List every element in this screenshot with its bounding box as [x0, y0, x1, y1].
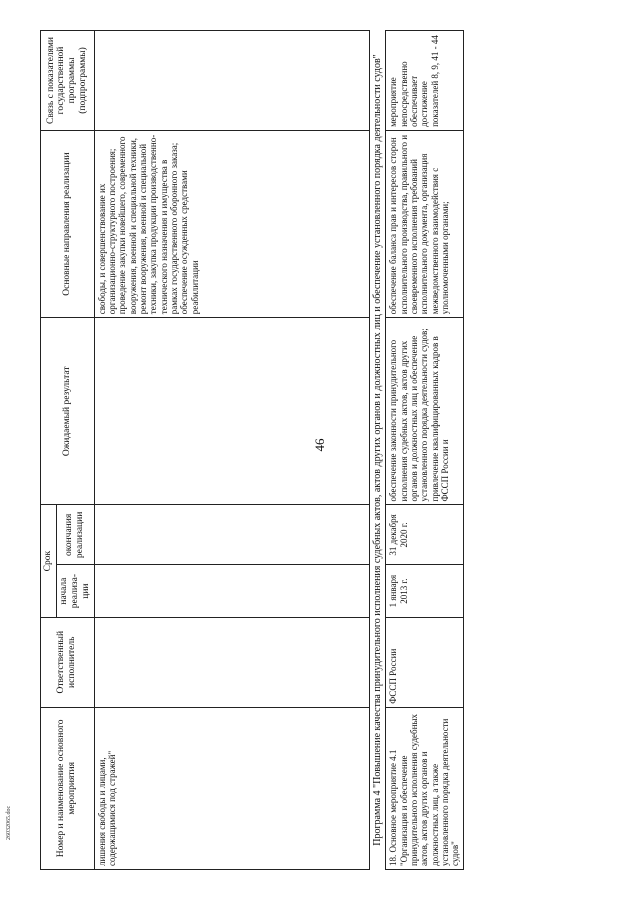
program-table: [40, 30, 464, 870]
table-row-18: [386, 31, 463, 870]
row-18-result: обеспечение законности принудительного исполнения судебных актов, актов других органов и должностных лиц и обеспечение установленного порядка деятельности судов; привлечение квалифицированных кадров в ФССП России и: [386, 318, 463, 505]
header-end: окончания реализации: [56, 505, 94, 565]
row-18-name: [386, 707, 463, 869]
row-18-title: Основное мероприятие 4.1 "Организация и обеспечение принудительного исполнения судебных актов, актов других органов и должностных лиц, а также установленного порядка деятельности судов": [388, 714, 461, 866]
header-term: Срок: [41, 505, 57, 617]
program-title-row: [369, 31, 386, 870]
header-directions: Основные направления реализации: [41, 130, 95, 317]
rotated-table-sheet: [40, 30, 600, 870]
continuation-directions: свободы, и совершенствование их организационно-структурного построения; проведение закупки новейшего, современного вооружения, военной и специальной техники, ремонт вооружения, военной и специальной техники, закупка продукции производственно-технического назначения и имущества в рамках государственного оборонного заказа; обеспечение осужденных средствами реабилитации: [94, 130, 369, 317]
row-18-start: 1 января 2013 г.: [386, 565, 463, 617]
row-18-executor: ФССП России: [386, 617, 463, 707]
program-title: Программа 4 "Повышение качества принудительного исполнения судебных актов, актов других органов и должностных лиц и обеспечение установленного порядка деятельности судов": [371, 54, 383, 846]
row-18-directions: обеспечение баланса прав и интересов сторон исполнительного производства, правильного и своевременного исполнения требований исполнительного документа, организация межведомственного взаимодействия с уполномоченными органами;: [386, 130, 463, 317]
header-executor: Ответственный исполнитель: [41, 617, 95, 707]
header-row-1: [41, 31, 57, 870]
continuation-row: [94, 31, 369, 870]
page-number: 46: [312, 438, 327, 452]
footer-file-code: 26032065.doc: [6, 805, 12, 840]
row-18-number: 18.: [388, 854, 399, 866]
header-start: начала реализа-ции: [56, 565, 94, 617]
header-name: Номер и наименование основного мероприятия: [41, 707, 95, 869]
header-link: Связь с показателями государственной программы (подпрограммы): [41, 31, 95, 131]
continuation-name: лишения свободы и лицами, содержащимися под стражей": [94, 707, 369, 869]
header-result: Ожидаемый результат: [41, 318, 95, 505]
row-18-link: мероприятие непосредственно обеспечивает достижение показателей 8, 9, 41 - 44: [386, 31, 463, 131]
row-18-end: 31 декабря 2020 г.: [386, 505, 463, 565]
